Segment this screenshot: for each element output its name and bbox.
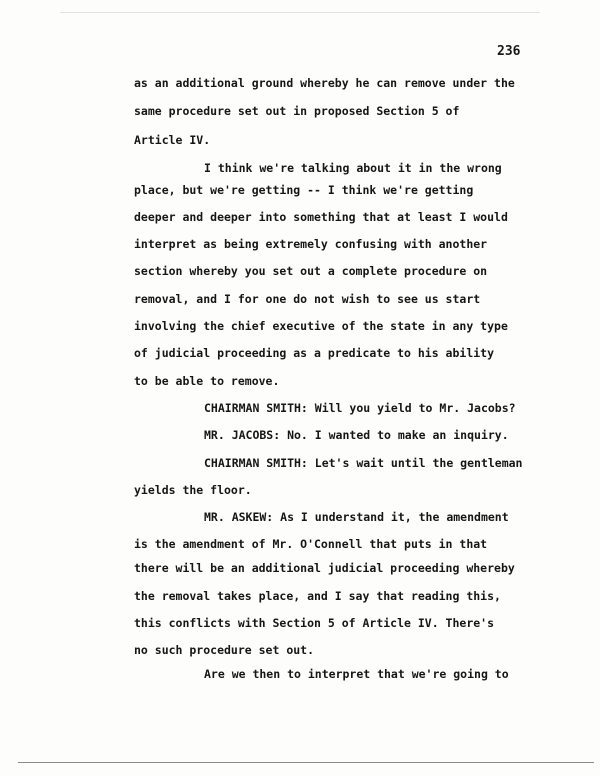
text-line: is the amendment of Mr. O'Connell that puts in that — [134, 537, 488, 551]
bottom-divider — [18, 762, 594, 763]
speaker-line: CHAIRMAN SMITH: Let's wait until the gentleman — [204, 456, 523, 470]
text-line: removal, and I for one do not wish to see us start — [134, 292, 481, 306]
text-line: no such procedure set out. — [134, 643, 315, 657]
top-edge-mark — [60, 12, 540, 13]
text-line: interpret as being extremely confusing with another — [134, 237, 488, 251]
text-line: the removal takes place, and I say that reading this, — [134, 589, 501, 603]
text-line: section whereby you set out a complete procedure on — [134, 264, 488, 278]
text-line: Article IV. — [134, 133, 211, 147]
page-number: 236 — [497, 44, 521, 59]
speaker-line: CHAIRMAN SMITH: Will you yield to Mr. Jacobs? — [204, 401, 516, 415]
text-line: this conflicts with Section 5 of Article IV. There's — [134, 616, 495, 630]
text-line: I think we're talking about it in the wrong — [204, 161, 502, 175]
text-line: there will be an additional judicial proceeding whereby — [134, 561, 515, 575]
text-line: of judicial proceeding as a predicate to his ability — [134, 346, 495, 360]
text-line: Are we then to interpret that we're going to — [204, 667, 509, 681]
text-line: as an additional ground whereby he can remove under the — [134, 76, 515, 90]
text-line: involving the chief executive of the state in any type — [134, 319, 508, 333]
text-line: to be able to remove. — [134, 374, 280, 388]
speaker-line: MR. ASKEW: As I understand it, the amendment — [204, 510, 509, 524]
speaker-line: MR. JACOBS: No. I wanted to make an inquiry. — [204, 428, 509, 442]
text-line: deeper and deeper into something that at least I would — [134, 210, 508, 224]
text-line: place, but we're getting -- I think we're getting — [134, 183, 474, 197]
text-line: same procedure set out in proposed Section 5 of — [134, 104, 460, 118]
text-line: yields the floor. — [134, 483, 252, 497]
